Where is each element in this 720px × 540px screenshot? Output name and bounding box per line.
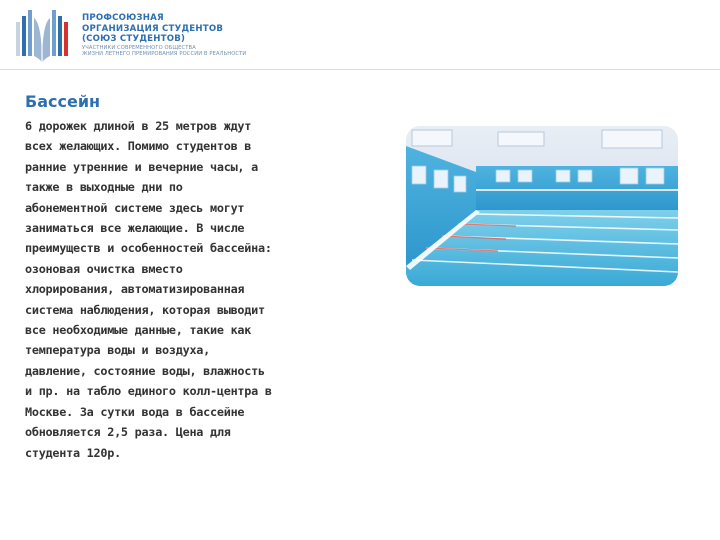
text-line: ранние утренние и вечерние часы, а: [25, 159, 258, 174]
text-line: всех желающих. Помимо студентов в: [25, 139, 252, 154]
description-text: [25, 116, 325, 463]
main-content: [25, 92, 325, 463]
text-line: и пр. на табло единого колл-центра в: [25, 384, 272, 399]
org-subtitle-line: ЖИЗНИ ЛЕТНЕГО ПРЕМИРОВАНИЯ РОССИИ В РЕАЛЬНОСТИ: [82, 51, 247, 58]
text-line: заниматься все желающие. В числе: [25, 221, 245, 236]
org-name-line: ОРГАНИЗАЦИЯ СТУДЕНТОВ: [82, 23, 224, 34]
org-name-line: (СОЮЗ СТУДЕНТОВ): [82, 34, 186, 44]
text-line: система наблюдения, которая выводит: [25, 302, 265, 317]
text-line: все необходимые данные, такие как: [25, 323, 252, 338]
org-name-line: ПРОФСОЮЗНАЯ: [82, 13, 164, 23]
org-subtitle-line: УЧАСТНИКИ СОВРЕМЕННОГО ОБЩЕСТВА: [82, 44, 196, 51]
text-line: также в выходные дни по: [25, 180, 183, 195]
swimming-pool-photo: [406, 126, 678, 286]
book-logo-icon: [14, 8, 70, 66]
organization-name: [82, 13, 332, 58]
header-divider: [0, 69, 720, 70]
page-title: Бассейн: [25, 92, 101, 111]
text-line: студента 120р.: [25, 445, 121, 460]
text-line: озоновая очистка вместо: [25, 261, 183, 276]
text-line: обновляется 2,5 раза. Цена для: [25, 425, 231, 440]
text-line: преимуществ и особенностей бассейна:: [25, 241, 272, 256]
text-line: Москве. За сутки вода в бассейне: [25, 404, 245, 419]
text-line: хлорирования, автоматизированная: [25, 282, 245, 297]
text-line: температура воды и воздуха,: [25, 343, 211, 358]
header: [0, 0, 720, 72]
text-line: давление, состояние воды, влажность: [25, 363, 265, 378]
text-line: абонементной системе здесь могут: [25, 200, 245, 215]
text-line: 6 дорожек длиной в 25 метров ждут: [25, 119, 252, 133]
